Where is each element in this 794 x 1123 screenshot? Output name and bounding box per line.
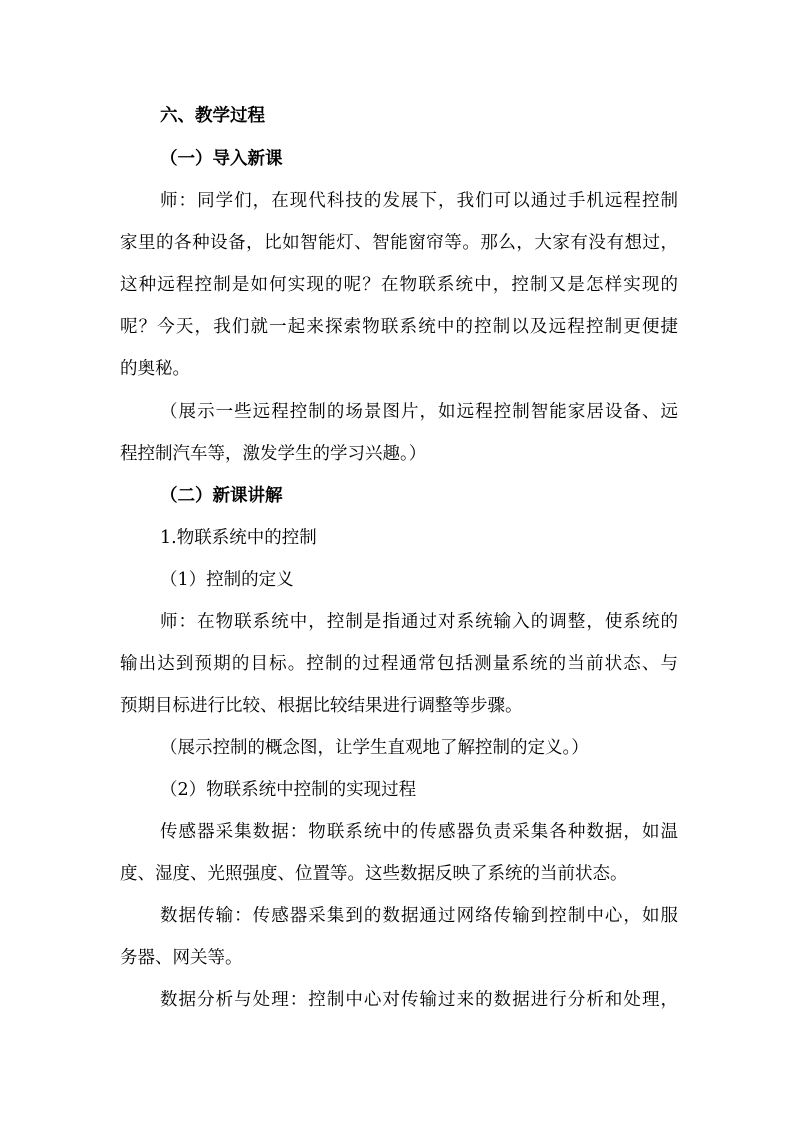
paragraph-line: 输出达到预期的目标。控制的过程通常包括测量系统的当前状态、与 (120, 654, 678, 674)
topic-subheading: （2）物联系统中控制的实现过程 (160, 780, 417, 800)
paragraph-line: 呢？今天，我们就一起来探索物联系统中的控制以及远程控制更便捷 (120, 317, 678, 337)
paragraph-line: 师：同学们，在现代科技的发展下，我们可以通过手机远程控制 (160, 191, 678, 211)
subsection-heading-lecture: （二）新课讲解 (160, 486, 283, 506)
topic-subheading: （1）控制的定义 (160, 570, 294, 590)
paragraph-line: 传感器采集数据：物联系统中的传感器负责采集各种数据，如温 (160, 822, 678, 842)
note-line: （展示控制的概念图，让学生直观地了解控制的定义。） (160, 738, 589, 758)
paragraph-line: 这种远程控制是如何实现的呢？在物联系统中，控制又是怎样实现的 (120, 275, 678, 295)
paragraph-line: 务器、网关等。 (120, 948, 243, 968)
subsection-heading-intro: （一）导入新课 (160, 149, 283, 169)
paragraph-line: 家里的各种设备，比如智能灯、智能窗帘等。那么，大家有没有想过， (120, 233, 678, 253)
paragraph-line: 数据传输：传感器采集到的数据通过网络传输到控制中心，如服 (160, 906, 678, 926)
paragraph-line: 数据分析与处理：控制中心对传输过来的数据进行分析和处理， (160, 990, 678, 1010)
paragraph-line: 的奥秘。 (120, 359, 190, 379)
paragraph-line: 度、湿度、光照强度、位置等。这些数据反映了系统的当前状态。 (120, 864, 628, 884)
topic-heading: 1.物联系统中的控制 (160, 528, 317, 548)
section-heading: 六、教学过程 (160, 106, 265, 126)
note-line: 程控制汽车等，激发学生的学习兴趣。） (120, 444, 427, 464)
paragraph-line: 师：在物联系统中，控制是指通过对系统输入的调整，使系统的 (160, 612, 678, 632)
paragraph-line: 预期目标进行比较、根据比较结果进行调整等步骤。 (120, 696, 523, 716)
note-line: （展示一些远程控制的场景图片，如远程控制智能家居设备、远 (160, 402, 678, 422)
